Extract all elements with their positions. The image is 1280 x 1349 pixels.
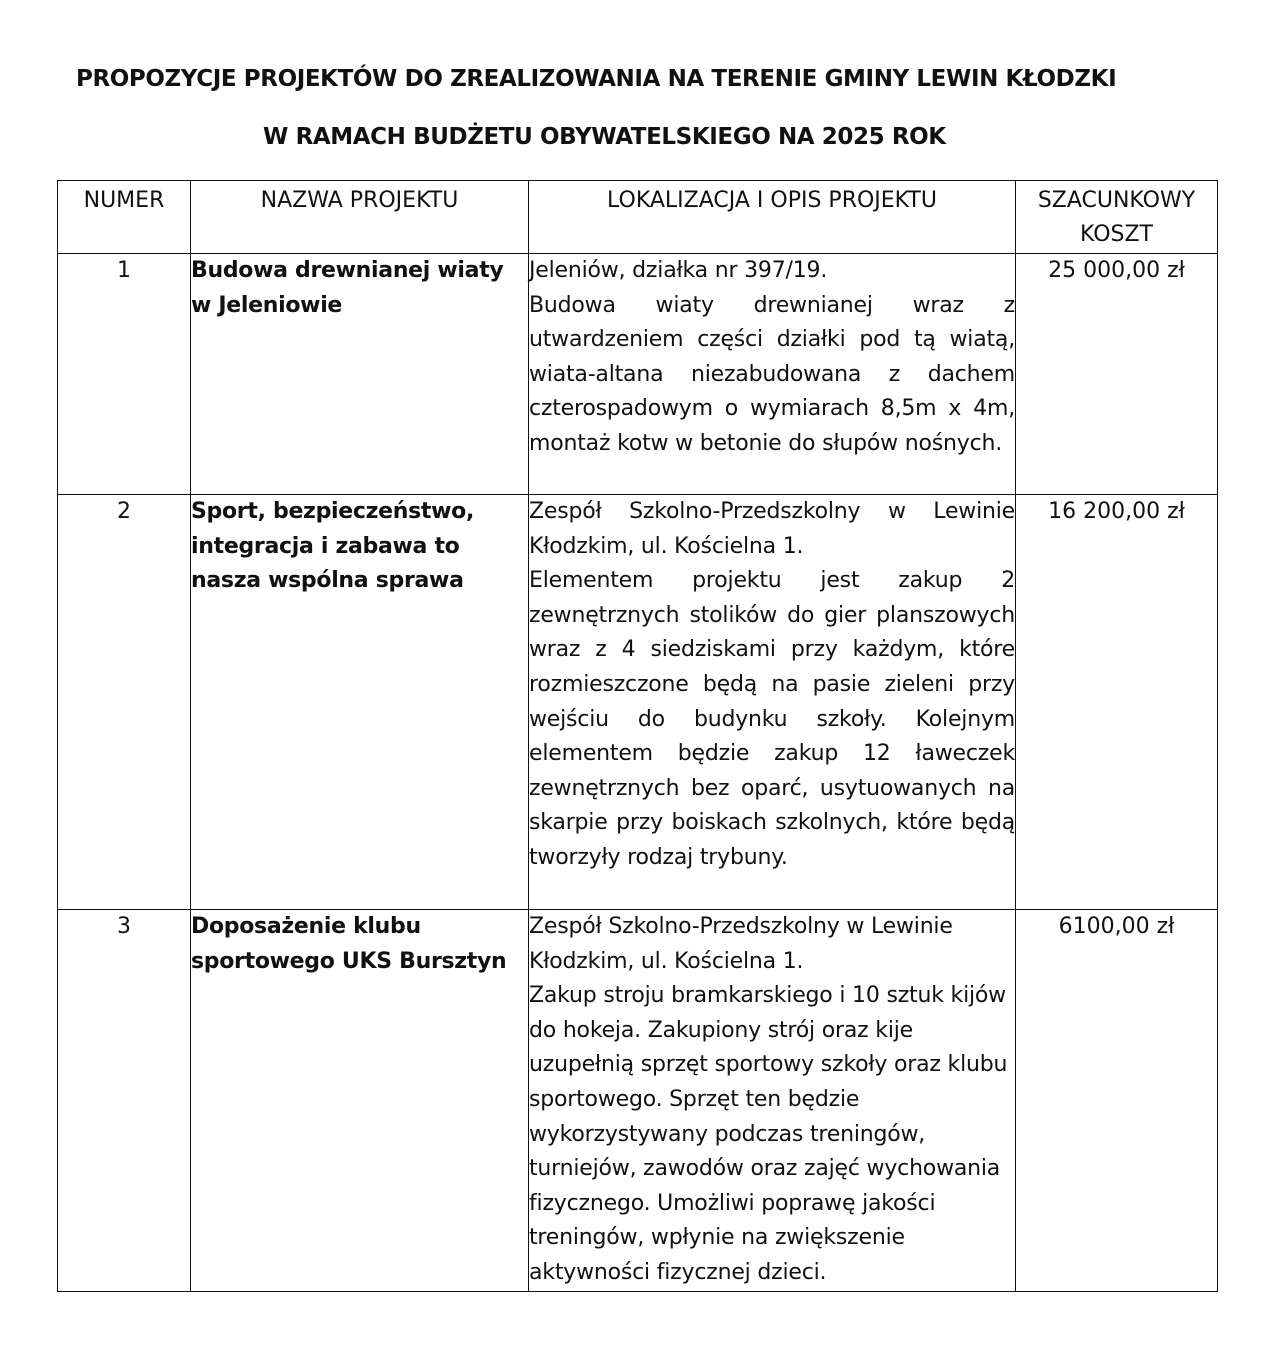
header-cost-line-1: SZACUNKOWY — [1037, 188, 1196, 213]
row-number: 3 — [58, 910, 191, 1292]
table-header-row — [58, 181, 1218, 254]
project-location: Zespół Szkolno-Przedszkolny w Lewinie Kłodzkim, ul. Kościelna 1. — [529, 914, 953, 974]
table-row — [58, 910, 1218, 1292]
header-number: NUMER — [58, 181, 191, 254]
header-description: LOKALIZACJA I OPIS PROJEKTU — [529, 181, 1016, 254]
project-description: Budowa wiaty drewnianej wraz z utwardzeniem części działki pod tą wiatą, wiata-altana niezabudowana z dachem czterospadowym o wymiarach 8,5m x 4m, montaż kotw w betonie do słupów nośnych. — [529, 292, 1015, 456]
header-cost-line-2: KOSZT — [1079, 222, 1153, 247]
project-cost: 25 000,00 zł — [1016, 254, 1218, 495]
header-cost — [1016, 181, 1218, 254]
project-cost: 16 200,00 zł — [1016, 495, 1218, 910]
table-row — [58, 254, 1218, 495]
project-description-cell — [529, 910, 1016, 1292]
project-location: Jeleniów, działka nr 397/19. — [529, 258, 828, 283]
project-location: Zespół Szkolno-Przedszkolny w Lewinie Kłodzkim, ul. Kościelna 1. — [529, 499, 1015, 559]
header-name: NAZWA PROJEKTU — [191, 181, 529, 254]
project-name: Doposażenie klubu sportowego UKS Bursztyn — [191, 910, 529, 1292]
row-number: 2 — [58, 495, 191, 910]
document-title-line-1: PROPOZYCJE PROJEKTÓW DO ZREALIZOWANIA NA TERENIE GMINY LEWIN KŁODZKI — [76, 66, 1117, 92]
project-description-cell — [529, 254, 1016, 495]
project-description: Zakup stroju bramkarskiego i 10 sztuk kijów do hokeja. Zakupiony strój oraz kije uzupełnią sprzęt sportowy szkoły oraz klubu sportowego. Sprzęt ten będzie wykorzystywany podczas treningów, turniejów, zawodów oraz zajęć wychowania fizycznego. Umożliwi poprawę jakości treningów, wpłynie na zwiększenie aktywności fizycznej dzieci. — [529, 983, 1008, 1285]
table-row — [58, 495, 1218, 910]
project-cost: 6100,00 zł — [1016, 910, 1218, 1292]
project-name: Budowa drewnianej wiaty w Jeleniowie — [191, 254, 529, 495]
table-header — [58, 181, 1218, 254]
row-number: 1 — [58, 254, 191, 495]
project-description: Elementem projektu jest zakup 2 zewnętrznych stolików do gier planszowych wraz z 4 siedziskami przy każdym, które rozmieszczone będą na pasie zieleni przy wejściu do budynku szkoły. Kolejnym elementem będzie zakup 12 ławeczek zewnętrznych bez oparć, usytuowanych na skarpie przy boiskach szkolnych, które będą tworzyły rodzaj trybuny. — [529, 568, 1015, 870]
project-description-cell — [529, 495, 1016, 910]
project-name: Sport, bezpieczeństwo, integracja i zabawa to nasza wspólna sprawa — [191, 495, 529, 910]
projects-table — [57, 180, 1218, 1292]
document-title-line-2: W RAMACH BUDŻETU OBYWATELSKIEGO NA 2025 ROK — [263, 124, 946, 150]
